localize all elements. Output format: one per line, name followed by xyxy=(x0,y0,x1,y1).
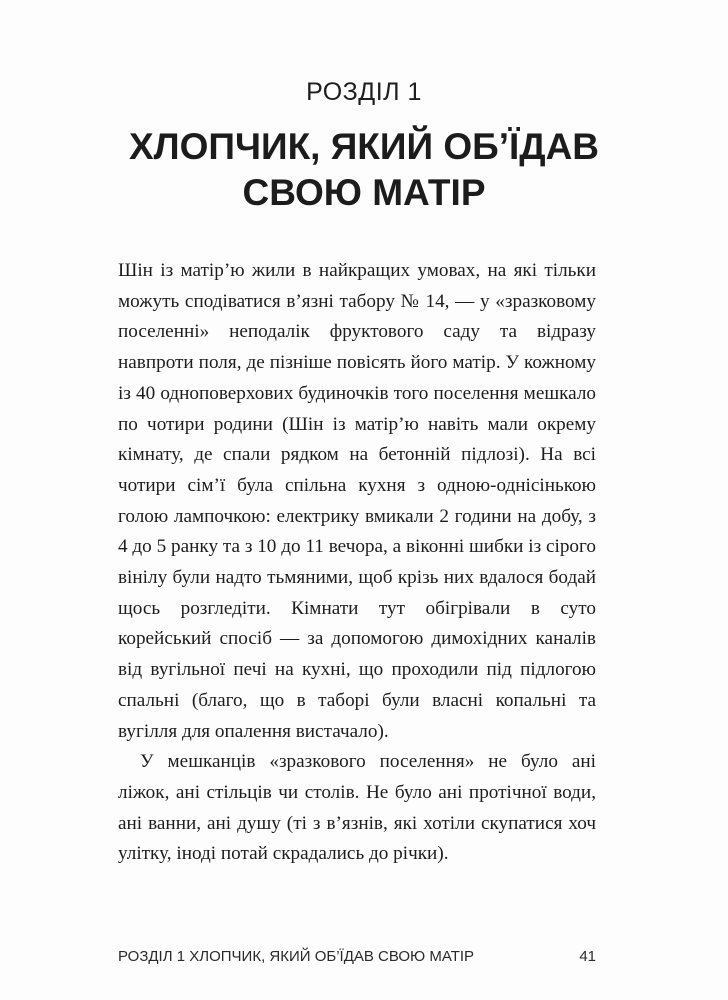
running-head: РОЗДІЛ 1 ХЛОПЧИК, ЯКИЙ ОБ’ЇДАВ СВОЮ МАТІР xyxy=(118,948,475,965)
chapter-title xyxy=(60,124,668,216)
body-text xyxy=(118,256,596,870)
paragraph-2: У мешканців «зразкового поселення» не було ані ліжок, ані стільців чи столів. Не було ані протічної води, ані ванни, ані душу (ті з в’язнів, які хотіли скупатися хоч улітку, іноді потай скрадались до річки). xyxy=(118,751,596,865)
chapter-title-line-1: ХЛОПЧИК, ЯКИЙ ОБ’ЇДАВ xyxy=(128,126,600,167)
paragraph-1: Шін із матір’ю жили в найкращих умовах, на які тільки можуть сподіватися в’язні табору № 14, — у «зразковому поселенні» неподалік фруктового саду та відразу навпроти поля, де пізніше повісять його матір. У кожному із 40 одноповерхових будиночків того поселення мешкало по чотири родини (Шін із матір’ю навіть мали окрему кімнату, де спали рядком на бетонній підлозі). На всі чотири сім’ї була спільна кухня з одною-однісінькою голою лампочкою: електрику вмикали 2 години на добу, з 4 до 5 ранку та з 10 до 11 вечора, а віконні шибки із сірого вінілу були надто тьмяними, щоб крізь них вдалося бодай щось розгледіти. Кімнати тут обігрівали в суто корейський спосіб — за допомогою димохідних каналів від вугільної печі на кухні, що проходили під підлогою спальні (благо, що в таборі були власні копальні та вугілля для опалення вистачало). xyxy=(118,260,596,742)
page-footer xyxy=(118,948,596,965)
chapter-label: РОЗДІЛ 1 xyxy=(306,78,422,106)
page-number: 41 xyxy=(579,948,596,965)
chapter-title-line-2: СВОЮ МАТІР xyxy=(242,172,486,213)
